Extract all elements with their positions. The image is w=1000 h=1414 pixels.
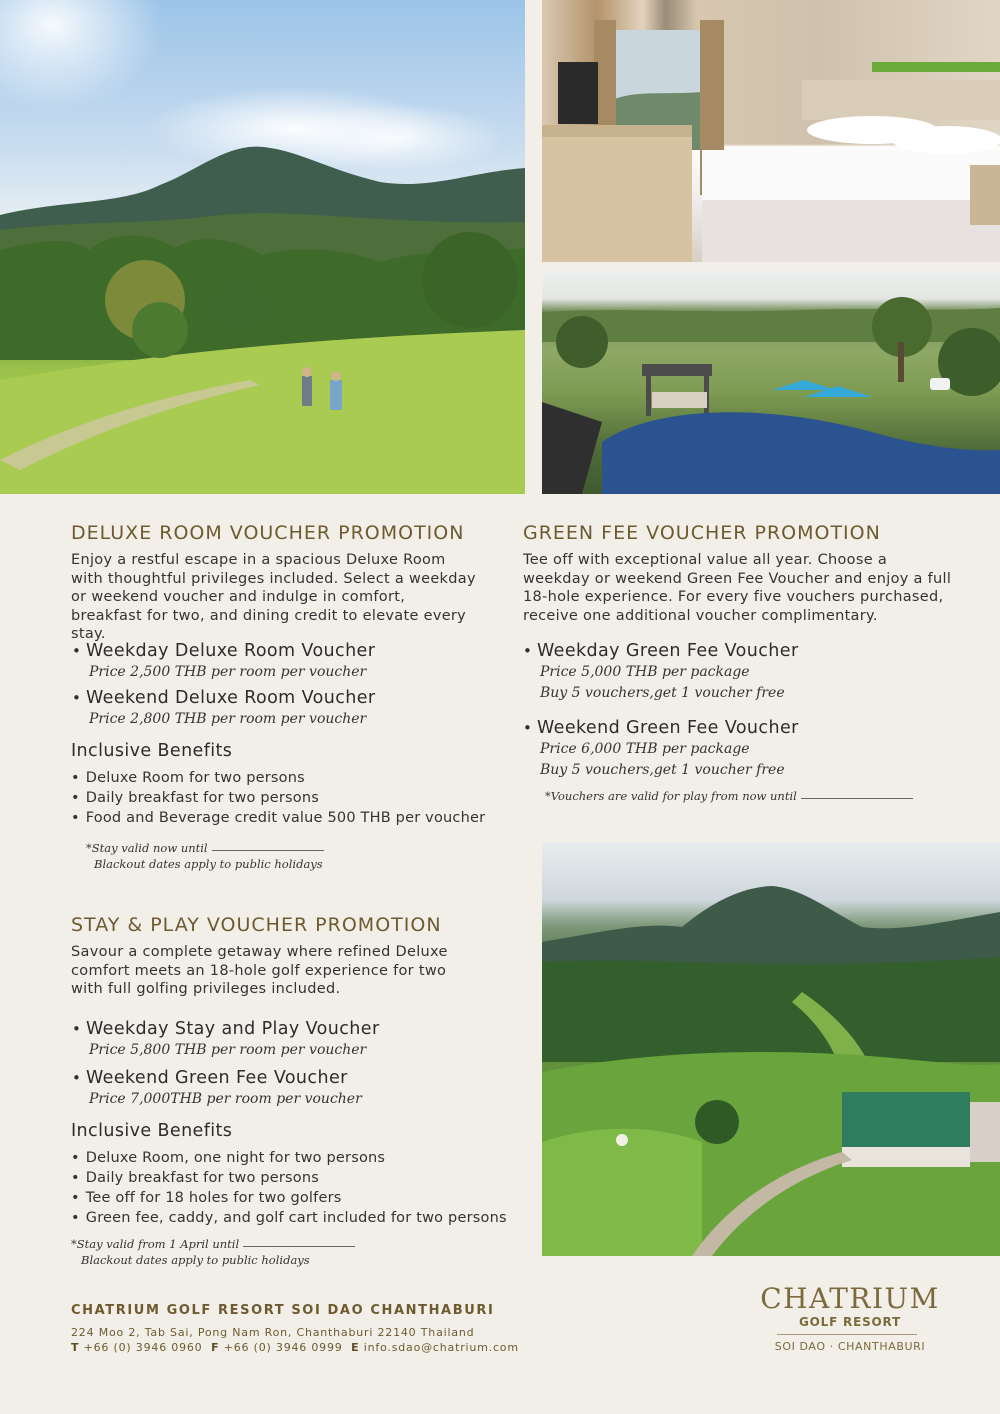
stayplay-note bbox=[71, 1236, 355, 1268]
resort-name: CHATRIUM GOLF RESORT SOI DAO CHANTHABURI bbox=[71, 1303, 495, 1318]
fax-label: F bbox=[211, 1341, 220, 1354]
blank-line bbox=[801, 797, 913, 799]
voucher-offer: Buy 5 vouchers,get 1 voucher free bbox=[540, 685, 785, 701]
voucher-name: Weekday Green Fee Voucher bbox=[537, 641, 799, 661]
voucher-name: Weekday Stay and Play Voucher bbox=[86, 1019, 380, 1039]
greenfee-weekday-voucher bbox=[523, 640, 799, 704]
chatrium-logo bbox=[755, 1283, 945, 1354]
voucher-name: Weekend Green Fee Voucher bbox=[537, 718, 799, 738]
fax-number: +66 (0) 3946 0999 bbox=[223, 1341, 343, 1354]
greenfee-heading: GREEN FEE VOUCHER PROMOTION bbox=[523, 522, 881, 544]
voucher-price: Price 5,800 THB per room per voucher bbox=[89, 1042, 367, 1058]
benefit-item: • Deluxe Room, one night for two persons bbox=[71, 1148, 507, 1168]
benefit-item: • Deluxe Room for two persons bbox=[71, 768, 485, 788]
deluxe-room-photo bbox=[542, 0, 1000, 262]
resort-contacts bbox=[71, 1341, 519, 1354]
stayplay-benefits-heading: Inclusive Benefits bbox=[71, 1121, 233, 1141]
resort-address: 224 Moo 2, Tab Sai, Pong Nam Ron, Chanthaburi 22140 Thailand bbox=[71, 1326, 475, 1339]
benefit-item: • Tee off for 18 holes for two golfers bbox=[71, 1188, 507, 1208]
deluxe-description: Enjoy a restful escape in a spacious Deluxe Room with thoughtful privileges included. Select a weekday or weekend voucher and indulge in comfort, breakfast for two, and dining credit to elevate every stay. bbox=[71, 552, 476, 642]
benefit-item: • Green fee, caddy, and golf cart included for two persons bbox=[71, 1208, 507, 1228]
greenfee-description: Tee off with exceptional value all year. Choose a weekday or weekend Green Fee Voucher and enjoy a full 18-hole experience. For every five vouchers purchased, receive one additional voucher complimentary. bbox=[523, 552, 952, 624]
bullet: • bbox=[72, 689, 81, 707]
stayplay-benefits-list bbox=[71, 1148, 507, 1228]
stayplay-weekday-voucher bbox=[72, 1018, 380, 1061]
tel-number[interactable]: +66 (0) 3946 0960 bbox=[83, 1341, 203, 1354]
blank-line bbox=[212, 849, 324, 851]
benefit-item: • Daily breakfast for two persons bbox=[71, 1168, 507, 1188]
logo-brand: CHATRIUM bbox=[760, 1282, 940, 1315]
aerial-resort-photo bbox=[542, 842, 1000, 1256]
bullet: • bbox=[72, 642, 81, 660]
greenfee-weekend-voucher bbox=[523, 717, 799, 781]
email-label: E bbox=[351, 1341, 360, 1354]
stayplay-description: Savour a complete getaway where refined Deluxe comfort meets an 18-hole golf experience for two with full golfing privileges included. bbox=[71, 944, 448, 997]
voucher-price: Price 5,000 THB per package bbox=[540, 664, 750, 680]
blank-line bbox=[243, 1245, 355, 1247]
deluxe-benefits-heading: Inclusive Benefits bbox=[71, 741, 233, 761]
voucher-offer: Buy 5 vouchers,get 1 voucher free bbox=[540, 762, 785, 778]
benefit-item: • Daily breakfast for two persons bbox=[71, 788, 485, 808]
voucher-price: Price 7,000THB per room per voucher bbox=[89, 1091, 362, 1107]
voucher-name: Weekend Deluxe Room Voucher bbox=[86, 688, 376, 708]
email-address[interactable]: info.sdao@chatrium.com bbox=[363, 1341, 519, 1354]
pool-terrace-photo bbox=[542, 272, 1000, 494]
voucher-price: Price 2,500 THB per room per voucher bbox=[89, 664, 367, 680]
voucher-name: Weekday Deluxe Room Voucher bbox=[86, 641, 376, 661]
deluxe-heading: DELUXE ROOM VOUCHER PROMOTION bbox=[71, 522, 465, 544]
bullet: • bbox=[72, 1020, 81, 1038]
deluxe-note-validity: *Stay valid now until bbox=[86, 841, 208, 855]
stayplay-heading: STAY & PLAY VOUCHER PROMOTION bbox=[71, 914, 442, 936]
greenfee-note-validity: *Vouchers are valid for play from now until bbox=[545, 789, 797, 803]
bullet: • bbox=[523, 642, 532, 660]
logo-sub: GOLF RESORT bbox=[798, 1315, 902, 1329]
voucher-price: Price 2,800 THB per room per voucher bbox=[89, 711, 367, 727]
deluxe-weekend-voucher bbox=[72, 687, 376, 730]
bullet: • bbox=[523, 719, 532, 737]
logo-divider bbox=[777, 1334, 917, 1335]
voucher-price: Price 6,000 THB per package bbox=[540, 741, 750, 757]
logo-location: SOI DAO · CHANTHABURI bbox=[774, 1340, 926, 1353]
stayplay-note-validity: *Stay valid from 1 April until bbox=[71, 1237, 240, 1251]
bullet: • bbox=[72, 1069, 81, 1087]
deluxe-note bbox=[86, 840, 324, 872]
tel-label: T bbox=[71, 1341, 80, 1354]
deluxe-weekday-voucher bbox=[72, 640, 376, 683]
golf-course-mountain-photo bbox=[0, 0, 525, 494]
voucher-name: Weekend Green Fee Voucher bbox=[86, 1068, 348, 1088]
stayplay-weekend-voucher bbox=[72, 1067, 362, 1110]
deluxe-benefits-list bbox=[71, 768, 485, 828]
deluxe-note-blackout: Blackout dates apply to public holidays bbox=[94, 857, 323, 871]
stayplay-note-blackout: Blackout dates apply to public holidays bbox=[81, 1253, 310, 1267]
greenfee-note bbox=[545, 788, 913, 804]
benefit-item: • Food and Beverage credit value 500 THB per voucher bbox=[71, 808, 485, 828]
